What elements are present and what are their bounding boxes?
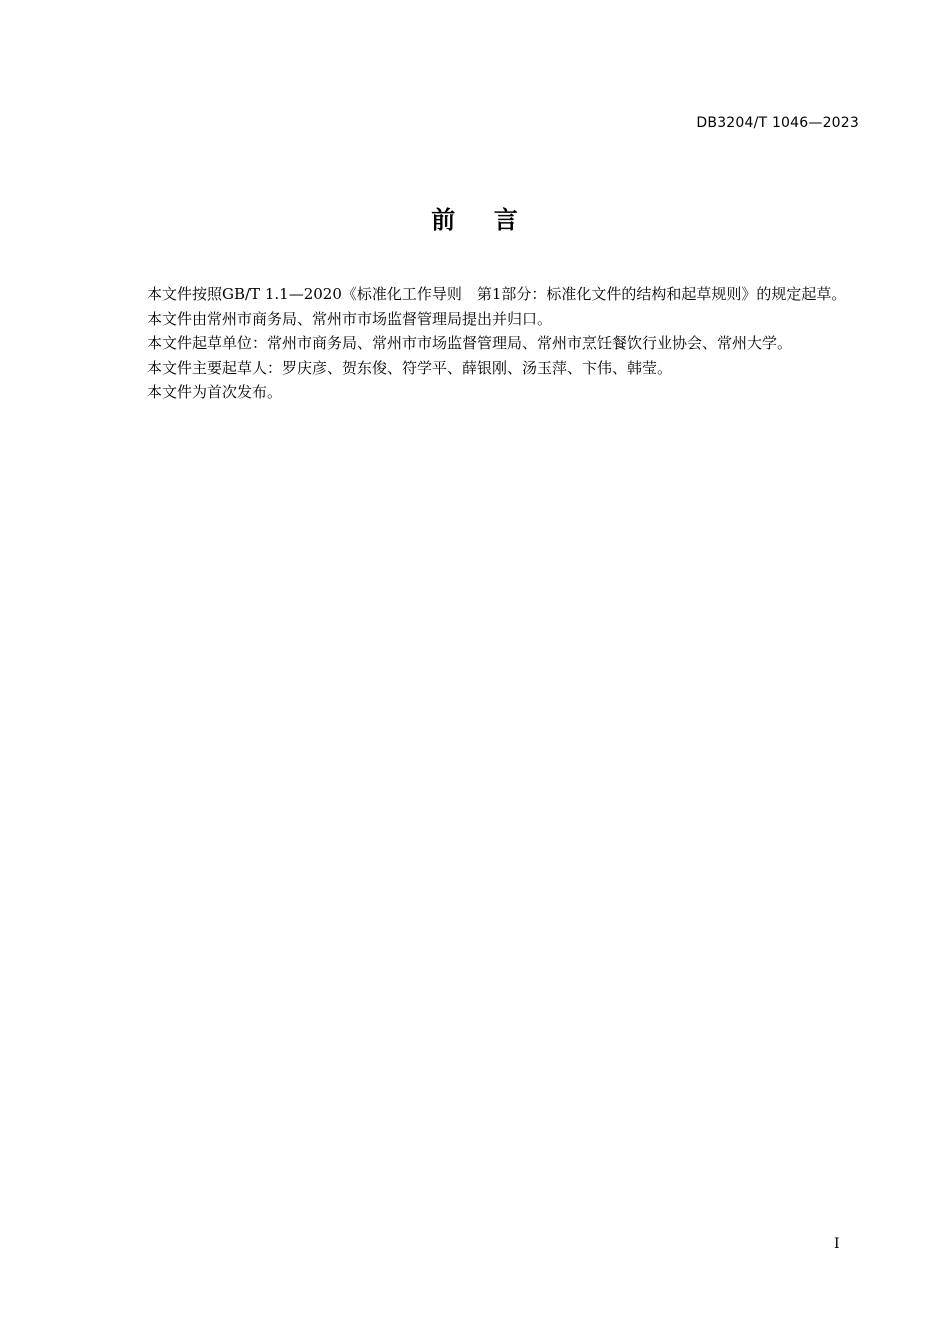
page-title: 前 言 [431, 206, 519, 234]
paragraph-drafters: 本文件主要起草人：罗庆彦、贺东俊、符学平、薛银刚、汤玉萍、卞伟、韩莹。 [147, 358, 673, 377]
document-code: DB3204/T 1046—2023 [696, 115, 859, 131]
paragraph-first-release: 本文件为首次发布。 [147, 383, 283, 401]
paragraph-proposer: 本文件由常州市商务局、常州市市场监督管理局提出并归口。 [147, 309, 553, 328]
page-number: I [834, 1236, 840, 1252]
paragraph-drafting-units: 本文件起草单位：常州市商务局、常州市市场监督管理局、常州市烹饪餐饮行业协会、常州大学。 [147, 334, 793, 352]
paragraph-drafting-basis: 本文件按照GB/T 1.1—2020《标准化工作导则 第1部分：标准化文件的结构和起草规则》的规定起草。 [147, 285, 847, 303]
foreword-body [113, 282, 860, 405]
